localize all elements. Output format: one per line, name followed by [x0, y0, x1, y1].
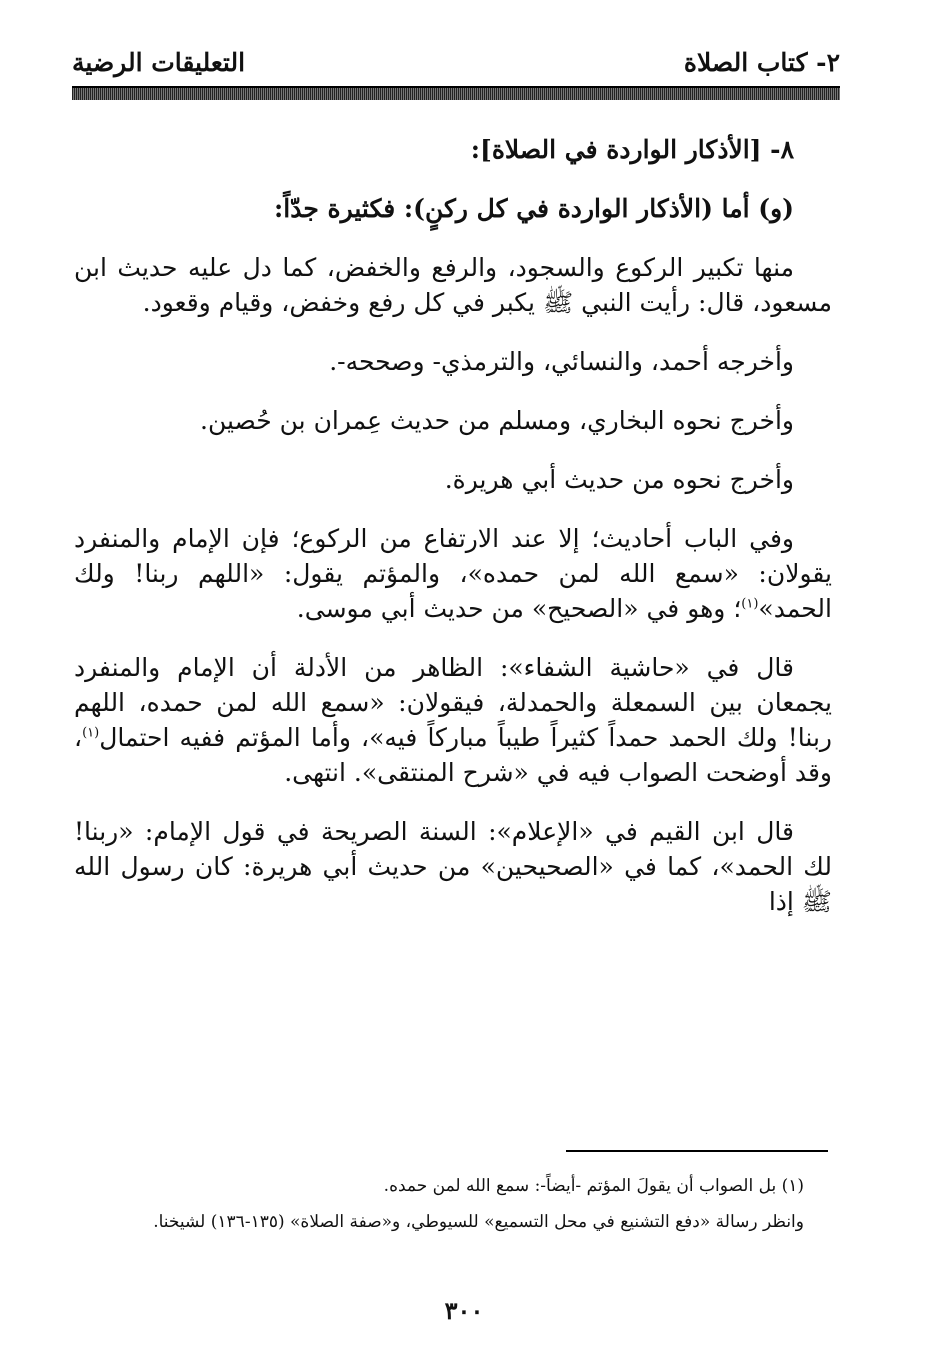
footnote-marker: (١) [741, 596, 759, 612]
paragraph [74, 650, 832, 790]
paragraph: قال ابن القيم في «الإعلام»: السنة الصريحة في قول الإمام: «ربنا! لك الحمد»، كما في «الصحيحين» من حديث أبي هريرة: كان رسول الله ﷺ إذا [74, 817, 832, 916]
footnotes [74, 1168, 832, 1240]
running-header [72, 48, 840, 88]
paragraph: وأخرج نحوه البخاري، ومسلم من حديث عِمران بن حُصين. [200, 406, 794, 435]
footnote-marker: (١) [82, 725, 100, 741]
paragraph: منها تكبير الركوع والسجود، والرفع والخفض، كما دل عليه حديث ابن مسعود، قال: رأيت النبي ﷺ يكبر في كل رفع وخفض، وقيام وقعود. [74, 253, 832, 317]
section-heading: ٨- [الأذكار الواردة في الصلاة]: [470, 135, 794, 164]
footnote: (١) بل الصواب أن يقولَ المؤتم -أيضاً-: سمع الله لمن حمده. [383, 1176, 804, 1196]
paragraph: وأخرج نحوه من حديث أبي هريرة. [444, 465, 794, 494]
book-title: التعليقات الرضية [72, 48, 246, 77]
main-text [74, 132, 832, 943]
paragraph-text: قال في «حاشية الشفاء»: الظاهر من الأدلة أن الإمام والمنفرد يجمعان بين السمعلة والحمدلة، فيقولان: «سمع الله لمن حمده، اللهم ربنا! ولك الحمد حمداً كثيراً طيباً مباركاً فيه»، وأما المؤتم ففيه احتمال [74, 653, 832, 752]
page-number: ٣٠٠ [444, 1296, 484, 1325]
chapter-title: ٢- كتاب الصلاة [683, 48, 840, 77]
paragraph-text: ؛ وهو في «الصحيح» من حديث أبي موسى. [296, 594, 742, 623]
footnote-rule [566, 1150, 828, 1152]
paragraph-text: ، وقد أوضحت الصواب فيه في «شرح المنتقى». انتهى. [74, 723, 832, 787]
paragraph [74, 521, 832, 626]
paragraph: وأخرجه أحمد، والنسائي، والترمذي- وصححه-. [329, 347, 794, 376]
paragraph-text: وفي الباب أحاديث؛ إلا عند الارتفاع من الركوع؛ فإن الإمام والمنفرد يقولان: «سمع الله لمن حمده»، والمؤتم يقول: «اللهم ربنا! ولك الحمد» [74, 524, 832, 623]
footnote: وانظر رسالة «دفع التشنيع في محل التسميع» للسيوطي، و«صفة الصلاة» (١٣٥-١٣٦) لشيخنا. [153, 1212, 804, 1232]
header-rule [72, 86, 840, 100]
paragraph: (و) أما (الأذكار الواردة في كل ركنٍ): فكثيرة جدّاً: [274, 194, 794, 223]
